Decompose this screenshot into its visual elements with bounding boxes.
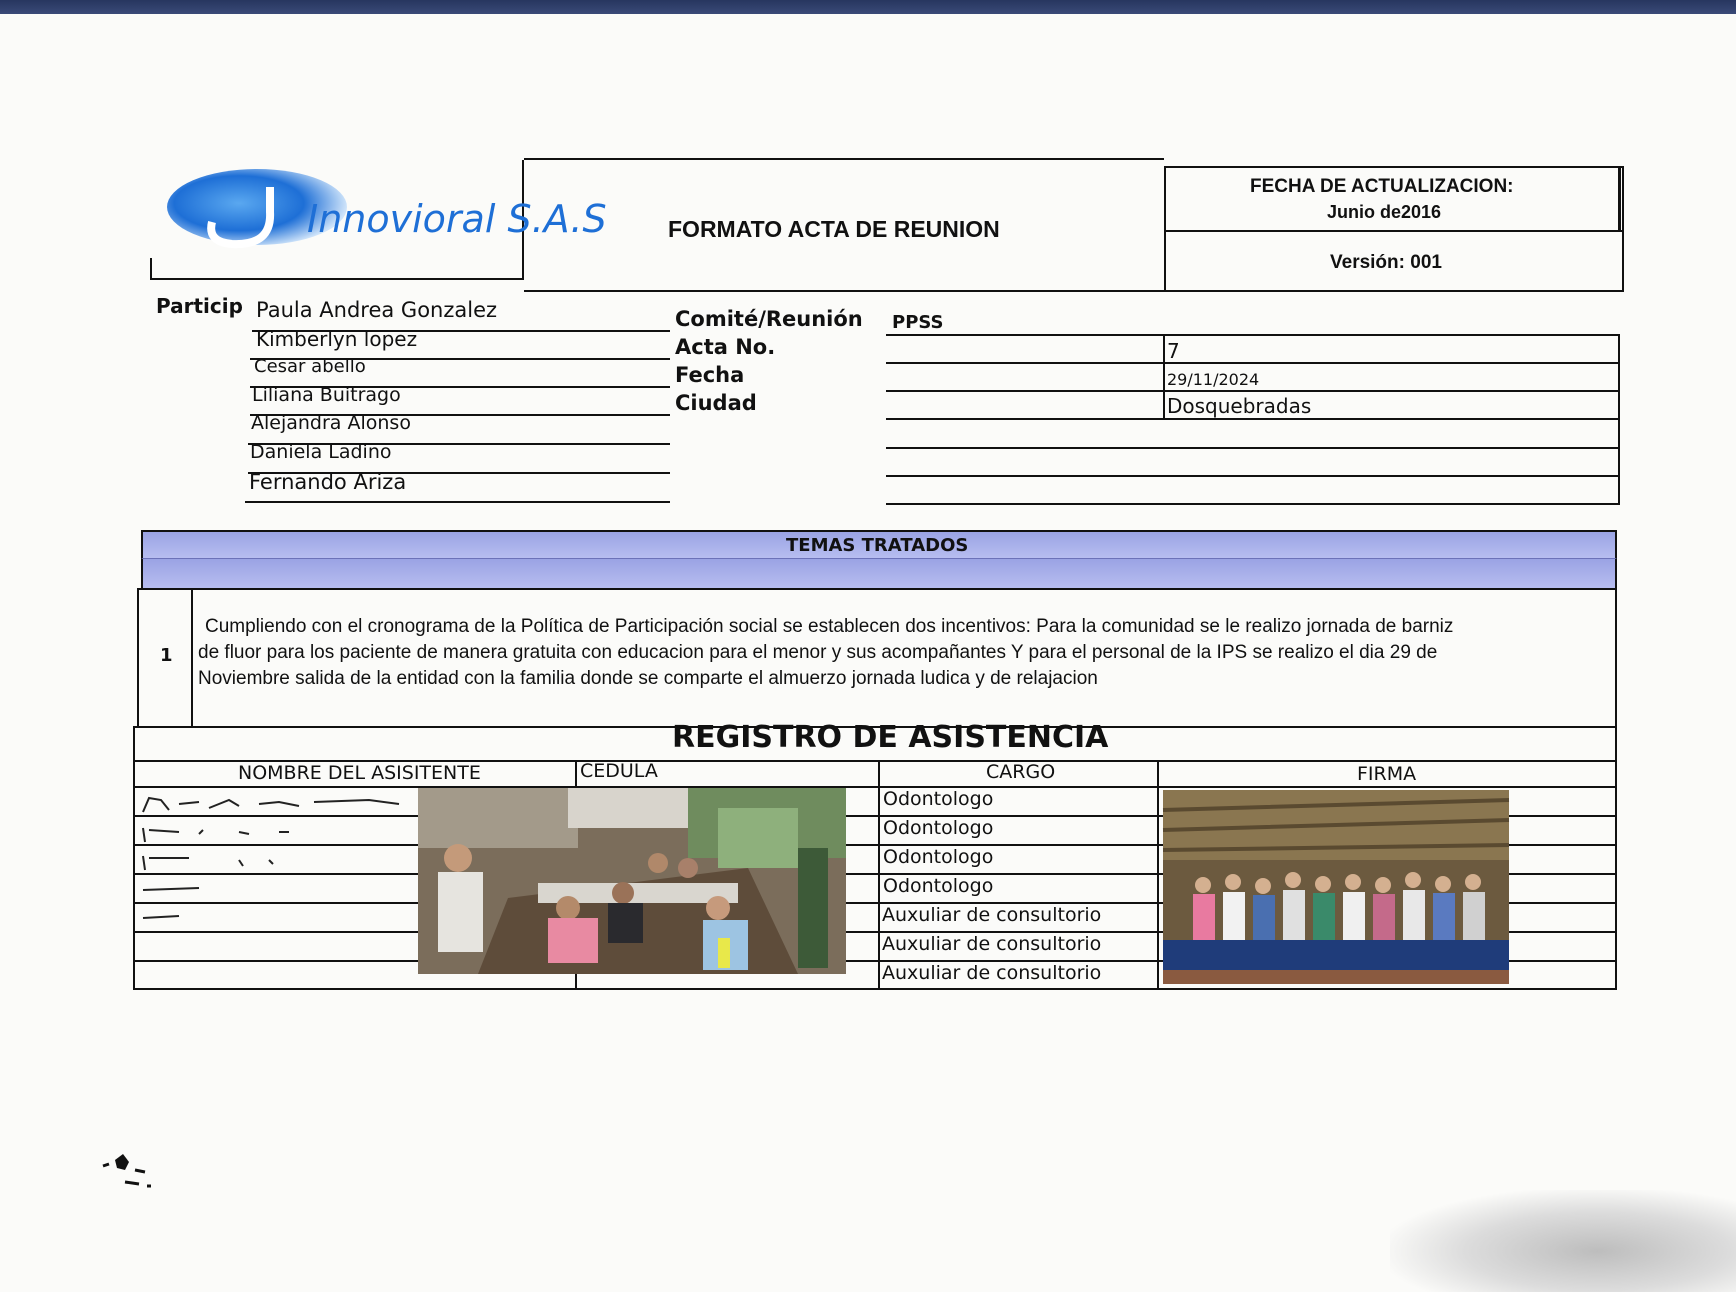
handwritten-signature <box>139 904 419 930</box>
committee-value: PPSS <box>892 312 944 333</box>
participant-name: Kimberlyn lopez <box>256 327 418 351</box>
column-header: NOMBRE DEL ASISITENTE <box>238 762 481 784</box>
acta-value: 7 <box>1167 339 1180 363</box>
ciudad-label: Ciudad <box>675 391 757 415</box>
participant-name: Alejandra Alonso <box>251 412 411 434</box>
topic-text-line: Cumpliendo con el cronograma de la Política de Participación social se establecen dos incentivos: Para la comunidad se le realizo jornada de barniz <box>205 616 1454 637</box>
cargo-cell: Auxuliar de consultorio <box>882 962 1102 984</box>
participant-name: Cesar abello <box>254 356 366 377</box>
cargo-cell: Auxuliar de consultorio <box>882 933 1102 955</box>
participant-name: Paula Andrea Gonzalez <box>256 298 498 322</box>
committee-label: Comité/Reunión <box>675 307 863 331</box>
topic-text-line: Noviembre salida de la entidad con la familia donde se comparte el almuerzo jornada ludica y de relajacion <box>198 668 1098 689</box>
cargo-cell: Auxuliar de consultorio <box>882 904 1102 926</box>
fecha-label: Fecha <box>675 363 745 387</box>
column-header: CARGO <box>986 761 1056 783</box>
update-date: Junio de2016 <box>1327 202 1442 222</box>
cargo-cell: Odontologo <box>883 788 994 810</box>
topic-text-line: de fluor para los paciente de manera gratuita con educacion para el menor y sus acompañantes Y para el personal de la IPS se realizo el dia 29 de <box>198 642 1438 663</box>
column-header: CEDULA <box>580 760 658 782</box>
logo-text: Innovioral S.A.S <box>307 197 607 241</box>
column-header: FIRMA <box>1357 763 1417 785</box>
participants-label: Particip <box>156 294 243 318</box>
participant-name: Daniela Ladino <box>250 441 392 463</box>
topics-header: TEMAS TRATADOS <box>786 535 969 556</box>
participant-name: Liliana Buitrago <box>252 384 401 406</box>
cargo-cell: Odontologo <box>883 817 994 839</box>
topic-number: 1 <box>160 645 173 666</box>
scan-shadow <box>1390 1190 1736 1292</box>
version: Versión: 001 <box>1330 252 1442 273</box>
cargo-cell: Odontologo <box>883 846 994 868</box>
form-title: FORMATO ACTA DE REUNION <box>668 216 1000 242</box>
handwritten-signature <box>139 792 419 818</box>
company-logo <box>152 162 607 272</box>
handwritten-signature <box>139 848 419 874</box>
acta-label: Acta No. <box>675 335 776 359</box>
handwritten-signature <box>139 820 419 846</box>
ink-smudge <box>95 1140 175 1190</box>
update-label: FECHA DE ACTUALIZACION: <box>1250 176 1514 197</box>
scan-top-edge <box>0 0 1736 14</box>
attendance-title: REGISTRO DE ASISTENCIA <box>672 720 1109 755</box>
event-photo-lunch <box>418 788 846 974</box>
cargo-cell: Odontologo <box>883 875 994 897</box>
participant-name: Fernando Ariza <box>249 470 407 494</box>
fecha-value: 29/11/2024 <box>1167 370 1260 389</box>
ciudad-value: Dosquebradas <box>1167 394 1312 418</box>
event-photo-group <box>1163 790 1509 984</box>
handwritten-signature <box>139 876 419 902</box>
